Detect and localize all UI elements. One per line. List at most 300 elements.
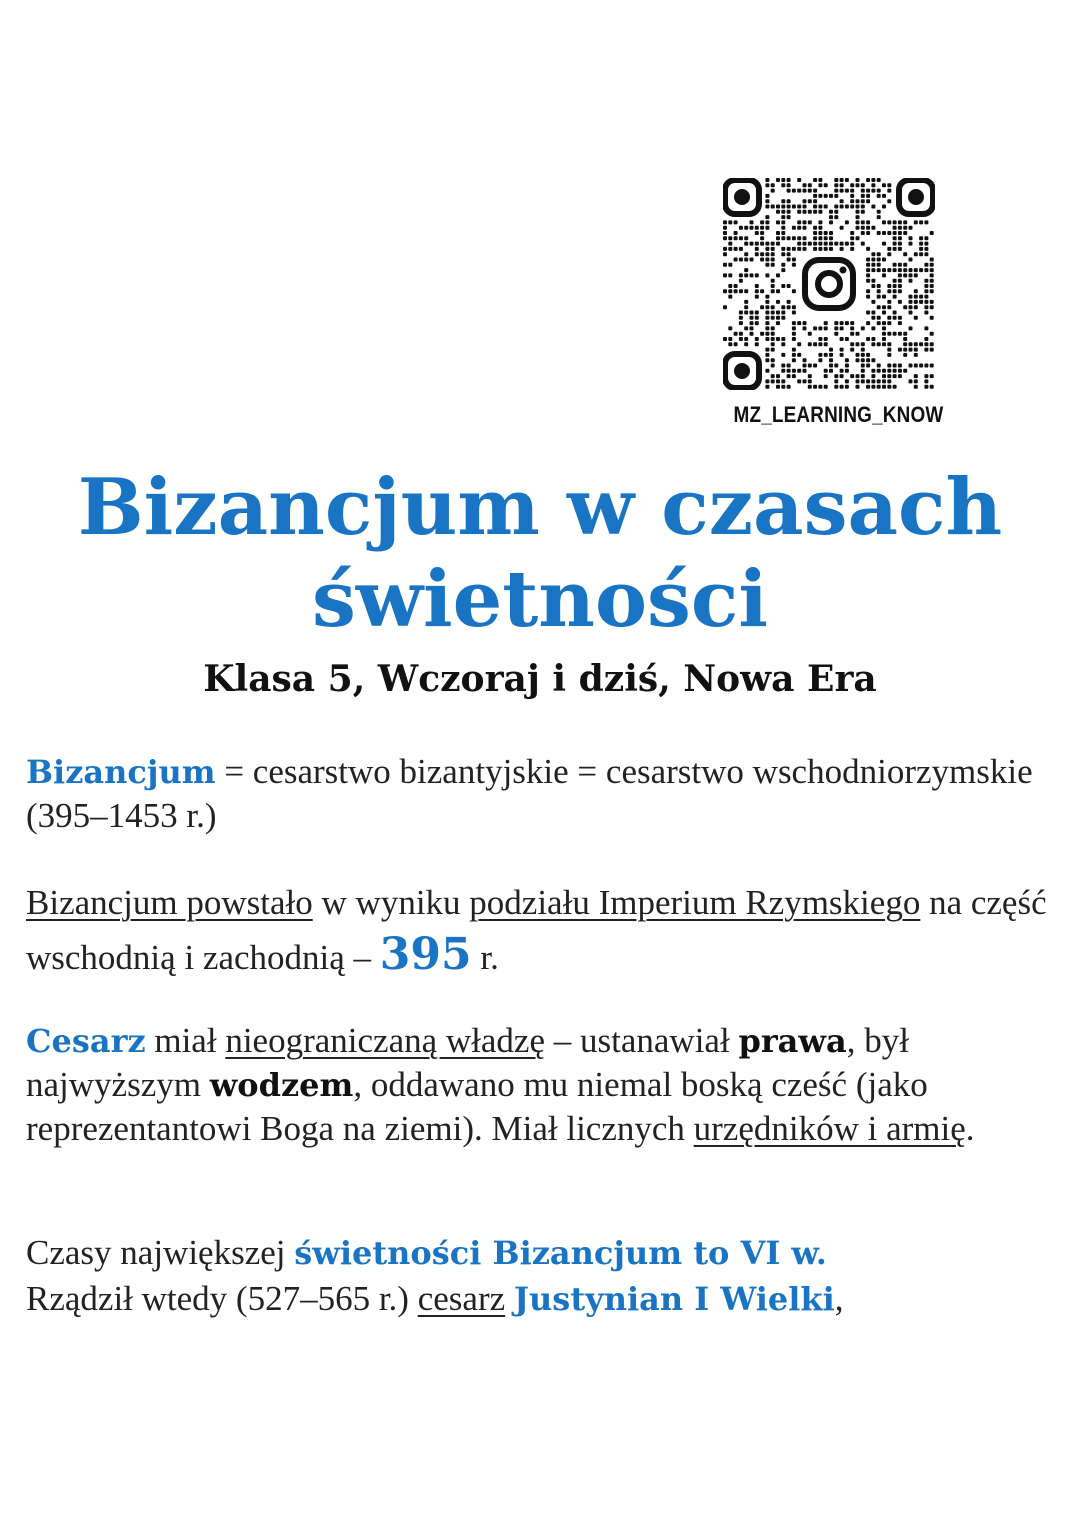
qr-module: [877, 231, 881, 235]
qr-module: [866, 353, 870, 357]
qr-module: [723, 236, 727, 240]
qr-module: [765, 300, 769, 304]
qr-module: [739, 289, 743, 293]
qr-module: [797, 379, 801, 383]
qr-module: [765, 311, 769, 315]
qr-module: [829, 353, 833, 357]
golden-text-4: ,: [834, 1279, 844, 1318]
qr-module: [893, 311, 897, 315]
qr-module: [903, 226, 907, 230]
qr-module: [845, 385, 849, 389]
qr-module: [866, 385, 870, 389]
qr-module: [765, 379, 769, 383]
qr-module: [834, 364, 838, 368]
qr-module: [871, 369, 875, 373]
qr-module: [728, 273, 732, 277]
qr-module: [755, 242, 759, 246]
qr-module: [739, 316, 743, 320]
qr-module: [840, 242, 844, 246]
instagram-qr-code-icon[interactable]: [723, 178, 935, 390]
qr-module: [856, 332, 860, 336]
term-bizancjum: Bizancjum: [26, 753, 216, 791]
qr-module: [765, 353, 769, 357]
origin-text-2: na część wschodnią i zachodnią –: [26, 883, 1047, 977]
qr-module: [882, 311, 886, 315]
qr-module: [866, 321, 870, 325]
qr-module: [887, 247, 891, 251]
qr-module: [861, 231, 865, 235]
qr-module: [909, 300, 913, 304]
qr-module: [882, 332, 886, 336]
qr-module: [845, 364, 849, 368]
qr-module: [755, 311, 759, 315]
qr-module: [803, 321, 807, 325]
qr-module: [903, 252, 907, 256]
qr-module: [903, 369, 907, 373]
qr-module: [734, 236, 738, 240]
qr-module: [914, 273, 918, 277]
qr-module: [765, 295, 769, 299]
qr-module: [776, 236, 780, 240]
qr-module: [818, 178, 822, 182]
qr-module: [882, 305, 886, 309]
qr-module: [924, 364, 928, 368]
qr-module: [734, 247, 738, 251]
qr-module: [750, 332, 754, 336]
qr-module: [877, 252, 881, 256]
qr-module: [728, 289, 732, 293]
qr-module: [898, 247, 902, 251]
origin-text-1: w wyniku: [312, 883, 470, 922]
qr-module: [744, 289, 748, 293]
qr-module: [829, 231, 833, 235]
qr-module: [787, 215, 791, 219]
origin-underlined-1: Bizancjum powstało: [26, 883, 313, 922]
qr-module: [861, 348, 865, 352]
origin-text-3: r.: [471, 938, 499, 977]
qr-module: [893, 295, 897, 299]
qr-module: [787, 300, 791, 304]
qr-module: [771, 364, 775, 368]
qr-module: [877, 258, 881, 262]
qr-module: [781, 316, 785, 320]
qr-module: [797, 236, 801, 240]
qr-module: [776, 379, 780, 383]
qr-module: [840, 321, 844, 325]
qr-module: [787, 364, 791, 368]
qr-module: [750, 242, 754, 246]
qr-module: [871, 178, 875, 182]
qr-module: [734, 258, 738, 262]
qr-module: [882, 231, 886, 235]
qr-module: [750, 258, 754, 262]
qr-module: [739, 258, 743, 262]
qr-module: [924, 385, 928, 389]
qr-module: [924, 295, 928, 299]
qr-module: [813, 326, 817, 330]
qr-module: [787, 305, 791, 309]
qr-module: [877, 342, 881, 346]
qr-module: [776, 231, 780, 235]
qr-module: [861, 199, 865, 203]
emperor-text-4: , oddawano mu niemal boską cześć (jako reprezentantowi Boga na ziemi). Miał licznych: [26, 1065, 928, 1148]
qr-module: [845, 242, 849, 246]
qr-module: [924, 337, 928, 341]
qr-module: [808, 342, 812, 346]
qr-module: [882, 258, 886, 262]
paragraph-origin: [26, 877, 1056, 984]
qr-module: [887, 379, 891, 383]
qr-module: [739, 321, 743, 325]
qr-module: [909, 364, 913, 368]
qr-module: [887, 385, 891, 389]
qr-module: [919, 300, 923, 304]
qr-module: [850, 342, 854, 346]
qr-module: [924, 300, 928, 304]
qr-module: [755, 273, 759, 277]
qr-module: [797, 342, 801, 346]
qr-module: [803, 199, 807, 203]
qr-module: [829, 358, 833, 362]
qr-module: [903, 263, 907, 267]
qr-module: [856, 220, 860, 224]
qr-module: [771, 348, 775, 352]
qr-module: [893, 374, 897, 378]
qr-module: [893, 369, 897, 373]
qr-module: [898, 332, 902, 336]
emperor-text-5: .: [965, 1109, 975, 1148]
qr-module: [919, 295, 923, 299]
qr-module: [792, 305, 796, 309]
qr-module: [750, 220, 754, 224]
qr-module: [877, 263, 881, 267]
qr-module: [930, 273, 934, 277]
qr-module: [824, 369, 828, 373]
qr-module: [771, 247, 775, 251]
qr-module: [808, 183, 812, 187]
qr-module: [728, 242, 732, 246]
qr-module: [765, 305, 769, 309]
qr-module: [871, 263, 875, 267]
qr-module: [744, 305, 748, 309]
qr-module: [787, 385, 791, 389]
qr-module: [845, 358, 849, 362]
qr-module: [813, 205, 817, 209]
qr-module: [914, 374, 918, 378]
qr-module: [813, 236, 817, 240]
qr-module: [813, 199, 817, 203]
qr-module: [866, 226, 870, 230]
qr-module: [877, 215, 881, 219]
qr-module: [765, 205, 769, 209]
qr-module: [871, 337, 875, 341]
qr-module: [781, 305, 785, 309]
qr-module: [903, 220, 907, 224]
qr-module: [871, 183, 875, 187]
qr-module: [765, 385, 769, 389]
qr-module: [930, 258, 934, 262]
qr-module: [861, 364, 865, 368]
qr-module: [893, 242, 897, 246]
qr-module: [845, 189, 849, 193]
qr-module: [850, 194, 854, 198]
qr-module: [882, 183, 886, 187]
emperor-text-2: – ustanawiał: [545, 1021, 739, 1060]
qr-module: [840, 353, 844, 357]
qr-module: [914, 385, 918, 389]
qr-module: [787, 252, 791, 256]
qr-module: [882, 273, 886, 277]
qr-module: [755, 321, 759, 325]
qr-module: [787, 284, 791, 288]
qr-module: [866, 231, 870, 235]
qr-module: [882, 205, 886, 209]
qr-module: [850, 205, 854, 209]
qr-module: [930, 332, 934, 336]
qr-module: [845, 369, 849, 373]
qr-module: [898, 316, 902, 320]
qr-module: [914, 348, 918, 352]
qr-module: [728, 220, 732, 224]
qr-module: [893, 231, 897, 235]
qr-module: [781, 252, 785, 256]
qr-module: [829, 348, 833, 352]
qr-module: [824, 353, 828, 357]
qr-module: [771, 279, 775, 283]
qr-module: [840, 369, 844, 373]
qr-module: [808, 332, 812, 336]
qr-module: [776, 316, 780, 320]
qr-module: [871, 252, 875, 256]
qr-module: [781, 342, 785, 346]
qr-module: [866, 189, 870, 193]
qr-module: [813, 385, 817, 389]
term-cesarz: Cesarz: [26, 1022, 146, 1060]
qr-module: [919, 342, 923, 346]
qr-module: [866, 289, 870, 293]
qr-module: [723, 289, 727, 293]
qr-module: [829, 247, 833, 251]
paragraph-definition: [26, 750, 1056, 837]
emperor-underlined-2: urzędników i armię: [693, 1109, 966, 1148]
qr-module: [850, 332, 854, 336]
qr-module: [930, 263, 934, 267]
qr-module: [834, 379, 838, 383]
qr-module: [856, 379, 860, 383]
qr-module: [776, 289, 780, 293]
qr-module: [797, 226, 801, 230]
qr-module: [834, 332, 838, 336]
qr-module: [781, 284, 785, 288]
qr-module: [818, 220, 822, 224]
qr-module: [877, 321, 881, 325]
qr-module: [914, 364, 918, 368]
qr-module: [744, 311, 748, 315]
qr-module: [776, 311, 780, 315]
qr-module: [845, 205, 849, 209]
qr-module: [882, 242, 886, 246]
qr-module: [760, 242, 764, 246]
qr-module: [898, 220, 902, 224]
qr-module: [834, 242, 838, 246]
qr-module: [919, 220, 923, 224]
qr-module: [824, 183, 828, 187]
qr-module: [776, 220, 780, 224]
qr-module: [866, 364, 870, 368]
qr-module: [834, 326, 838, 330]
qr-module: [755, 252, 759, 256]
qr-module: [930, 268, 934, 272]
qr-module: [909, 326, 913, 330]
qr-module: [924, 305, 928, 309]
qr-module: [781, 263, 785, 267]
qr-module: [930, 348, 934, 352]
qr-module: [914, 316, 918, 320]
paragraph-golden-age: [26, 1230, 1056, 1322]
qr-module: [866, 263, 870, 267]
qr-module: [850, 348, 854, 352]
qr-module: [771, 332, 775, 336]
qr-module: [728, 263, 732, 267]
qr-module: [755, 316, 759, 320]
qr-module: [792, 189, 796, 193]
qr-module: [866, 199, 870, 203]
qr-module: [829, 194, 833, 198]
qr-module: [871, 358, 875, 362]
qr-module: [909, 379, 913, 383]
qr-module: [734, 342, 738, 346]
qr-module: [887, 284, 891, 288]
qr-module: [930, 284, 934, 288]
qr-module: [792, 289, 796, 293]
qr-module: [850, 236, 854, 240]
qr-module: [765, 258, 769, 262]
qr-module: [797, 321, 801, 325]
qr-module: [781, 226, 785, 230]
qr-module: [861, 189, 865, 193]
qr-module: [765, 178, 769, 182]
qr-module: [903, 231, 907, 235]
qr-module: [887, 252, 891, 256]
qr-module: [813, 194, 817, 198]
qr-module: [882, 337, 886, 341]
qr-module: [893, 289, 897, 293]
qr-module: [914, 300, 918, 304]
qr-module: [914, 295, 918, 299]
qr-module: [856, 374, 860, 378]
emperor-bold-1: prawa: [738, 1022, 847, 1060]
qr-module: [760, 258, 764, 262]
qr-module: [781, 178, 785, 182]
qr-module: [866, 337, 870, 341]
qr-module: [792, 258, 796, 262]
qr-module: [871, 342, 875, 346]
emperor-underlined-1: nieograniczaną władzę: [225, 1021, 545, 1060]
qr-module: [771, 263, 775, 267]
qr-module: [877, 189, 881, 193]
qr-module: [765, 263, 769, 267]
qr-module: [856, 215, 860, 219]
qr-module: [750, 226, 754, 230]
qr-module: [744, 226, 748, 230]
qr-module: [734, 231, 738, 235]
qr-module: [887, 348, 891, 352]
qr-finder-top-left: [725, 180, 759, 214]
qr-module: [871, 258, 875, 262]
qr-module: [871, 300, 875, 304]
qr-module: [898, 374, 902, 378]
qr-module: [792, 326, 796, 330]
qr-module: [776, 242, 780, 246]
qr-module: [909, 258, 913, 262]
qr-module: [803, 189, 807, 193]
qr-module: [866, 220, 870, 224]
qr-module: [765, 321, 769, 325]
qr-module: [771, 342, 775, 346]
qr-module: [739, 226, 743, 230]
qr-module: [792, 337, 796, 341]
qr-module: [856, 353, 860, 357]
qr-module: [877, 369, 881, 373]
qr-module: [898, 263, 902, 267]
qr-module: [856, 183, 860, 187]
qr-module: [771, 183, 775, 187]
qr-module: [808, 374, 812, 378]
qr-module: [792, 311, 796, 315]
qr-module: [893, 385, 897, 389]
qr-module: [840, 205, 844, 209]
qr-module: [861, 220, 865, 224]
qr-module: [781, 205, 785, 209]
qr-module: [898, 279, 902, 283]
qr-module: [850, 326, 854, 330]
qr-module: [781, 231, 785, 235]
qr-module: [871, 279, 875, 283]
qr-module: [744, 242, 748, 246]
qr-module: [866, 311, 870, 315]
qr-module: [834, 385, 838, 389]
qr-module: [887, 342, 891, 346]
qr-module: [909, 273, 913, 277]
qr-module: [787, 189, 791, 193]
qr-module: [840, 247, 844, 251]
qr-module: [771, 316, 775, 320]
qr-module: [755, 295, 759, 299]
qr-module: [797, 369, 801, 373]
qr-module: [776, 273, 780, 277]
qr-module: [813, 178, 817, 182]
qr-module: [755, 342, 759, 346]
qr-module: [781, 199, 785, 203]
qr-module: [803, 183, 807, 187]
qr-module: [734, 289, 738, 293]
qr-module: [856, 210, 860, 214]
golden-underlined-1: cesarz: [417, 1279, 506, 1318]
qr-module: [898, 369, 902, 373]
qr-module: [803, 369, 807, 373]
qr-module: [882, 194, 886, 198]
qr-module: [887, 289, 891, 293]
qr-module: [914, 220, 918, 224]
qr-module: [813, 242, 817, 246]
qr-module: [781, 220, 785, 224]
qr-module: [866, 178, 870, 182]
qr-module: [909, 236, 913, 240]
qr-module: [771, 205, 775, 209]
qr-module: [871, 316, 875, 320]
qr-module: [898, 300, 902, 304]
qr-module: [893, 220, 897, 224]
